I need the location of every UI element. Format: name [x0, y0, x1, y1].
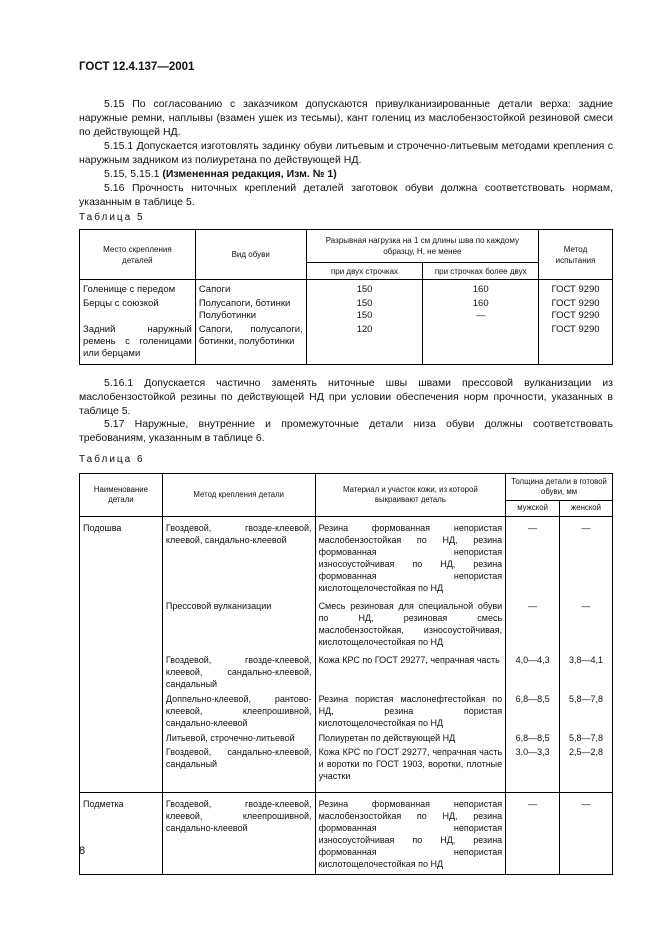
- t6-cell-method: Гвоздевой, гвоздe-клеевой, клеевой, клеепрошивной, сандально-клеевой: [162, 793, 315, 875]
- table-row: [80, 729, 613, 744]
- t5-header-type: Вид обуви: [195, 230, 306, 280]
- t5-header-more: при строчках более двух: [423, 263, 539, 280]
- t6-cell-women: 2,5—2,8: [560, 744, 613, 793]
- paragraph-5-16-1: [79, 376, 613, 418]
- table6-caption: Таблица 6: [79, 454, 145, 465]
- t6-header-method: Метод крепления детали: [162, 474, 315, 517]
- t5-cell-two: 150 150: [306, 296, 423, 322]
- table-row: [80, 322, 613, 365]
- t6-header-name: Наименование детали: [80, 474, 163, 517]
- t6-cell-name: [80, 690, 163, 729]
- paragraph-5-15-text: 5.15 По согласованию с заказчиком допускаются привулканизированные детали верха: задние наружные ремни, наплывы (взамен ушек из тесьмы), кант голениц из маслобензостойкой резиновой смеси по действующей НД.: [79, 98, 613, 138]
- t5-cell-type: Сапоги: [195, 280, 306, 297]
- t6-cell-women: 5,8—7,8: [560, 690, 613, 729]
- t6-cell-material: Резина формованная непористая маслобензостойкая по НД, резина формованная непористая износоустойчивая по НД, резина формованная непористая кислотощелочестойкая по НД: [315, 517, 506, 595]
- t5-cell-type: Сапоги, полусапоги, ботинки, полуботинки: [195, 322, 306, 365]
- t6-cell-women: —: [560, 793, 613, 875]
- t6-cell-men: 6,8—8,5: [506, 729, 560, 744]
- t6-cell-women: 3,8—4,1: [560, 648, 613, 690]
- t5-cell-method: ГОСТ 9290: [539, 322, 613, 365]
- t6-header-material: Материал и участок кожи, из которой выкраивают деталь: [315, 474, 506, 517]
- t6-header-thickness: Толщина детали в готовой обуви, мм: [506, 474, 613, 501]
- t5-header-load: Разрывная нагрузка на 1 см длины шва по каждому образцу, Н, не менее: [306, 230, 538, 263]
- paragraph-5-15-1-text: 5.15.1 Допускается изготовлять задинку обуви литьевым и строчечно-литьевым методами крепления с наружным задником из полиуретана по действующей НД.: [79, 140, 613, 166]
- t5-cell-two: 150: [306, 280, 423, 297]
- t6-cell-women: —: [560, 594, 613, 648]
- change-note-bold: (Измененная редакция, Изм. № 1): [162, 168, 337, 180]
- paragraph-5-16-1-text: 5.16.1 Допускается частично заменять ниточные швы швами прессовой вулканизации из маслобензостойкой резины по действующей НД при условии обеспечения норм прочности, указанных в таблице 5.: [79, 377, 613, 417]
- t6-cell-name: [80, 744, 163, 793]
- page-number: 8: [79, 845, 86, 857]
- standard-header: ГОСТ 12.4.137—2001: [79, 61, 195, 73]
- t6-cell-method: Гвоздевой, сандально-клеевой, сандальный: [162, 744, 315, 793]
- table-row: [80, 280, 613, 297]
- t5-cell-place: Задний наружный ремень с голеницами или берцами: [80, 322, 196, 365]
- table5-caption: Таблица 5: [79, 212, 145, 223]
- t5-cell-method: ГОСТ 9290: [539, 280, 613, 297]
- paragraph-5-17: [79, 417, 613, 445]
- table-row: [80, 744, 613, 793]
- t6-cell-women: 5,8—7,8: [560, 729, 613, 744]
- t6-cell-material: Полиуретан по действующей НД: [315, 729, 506, 744]
- t6-cell-material: Кожа КРС по ГОСТ 29277, чепрачная часть и воротки по ГОСТ 1903, воротки, плотные участки: [315, 744, 506, 793]
- t6-cell-men: 3,0—3,3: [506, 744, 560, 793]
- t6-cell-material: Смесь резиновая для специальной обуви по НД, резиновая смесь маслобензостойкая, износоустойчивая, кислотощелочестойкая по НД: [315, 594, 506, 648]
- t5-header-method: Метод испытания: [539, 230, 613, 280]
- t6-cell-method: Гвоздевой, гвоздe-клеевой, клеевой, сандально-клеевой: [162, 517, 315, 595]
- table-row: [80, 517, 613, 595]
- t6-header-women: женской: [560, 501, 613, 517]
- t5-cell-type: Полусапоги, ботинки Полуботинки: [195, 296, 306, 322]
- t5-header-two: при двух строчках: [306, 263, 423, 280]
- table-row: [80, 690, 613, 729]
- t6-cell-method: Гвоздевой, гвоздe-клеевой, клеевой, сандально-клеевой, сандальный: [162, 648, 315, 690]
- table-5: [79, 229, 613, 365]
- paragraph-5-16-text: 5.16 Прочность ниточных креплений деталей заготовок обуви должна соответствовать нормам, указанным в таблице 5.: [79, 182, 613, 208]
- t6-cell-men: 6,8—8,5: [506, 690, 560, 729]
- t5-cell-method: ГОСТ 9290 ГОСТ 9290: [539, 296, 613, 322]
- paragraph-5-16: [79, 181, 613, 209]
- t6-cell-men: —: [506, 594, 560, 648]
- t6-cell-material: Резина формованная непористая маслобензостойкая по НД, резина формованная непористая износоустойчивая по НД, резина формованная непористая кислотощелочестойкая по НД: [315, 793, 506, 875]
- t6-cell-name: Подметка: [80, 793, 163, 875]
- t6-cell-men: 4,0—4,3: [506, 648, 560, 690]
- t6-cell-women: —: [560, 517, 613, 595]
- t6-cell-name: [80, 729, 163, 744]
- table-6: [79, 473, 613, 875]
- table-row: [80, 648, 613, 690]
- paragraph-5-15-1: [79, 139, 613, 167]
- t5-cell-more: [423, 322, 539, 365]
- paragraph-5-17-text: 5.17 Наружные, внутренние и промежуточные детали низа обуви должны соответствовать требованиям, указанным в таблице 6.: [79, 418, 613, 444]
- change-note-prefix: 5.15, 5.15.1: [104, 168, 160, 180]
- t6-cell-method: Прессовой вулканизации: [162, 594, 315, 648]
- t6-cell-name: [80, 648, 163, 690]
- t6-cell-material: Резина пористая маслонефтестойкая по НД, резина пористая кислотощелочестойкая по НД: [315, 690, 506, 729]
- t6-cell-method: Доппельно-клеевой, рантово-клеевой, клеепрошивной, сандально-клеевой: [162, 690, 315, 729]
- table-row: [80, 594, 613, 648]
- t6-cell-method: Литьевой, строчечно-литьевой: [162, 729, 315, 744]
- t5-cell-place: Берцы с союзкой: [80, 296, 196, 322]
- t5-cell-more: 160 —: [423, 296, 539, 322]
- paragraph-change-note: [79, 167, 613, 181]
- t6-cell-name: [80, 594, 163, 648]
- t6-header-men: мужской: [506, 501, 560, 517]
- t5-cell-two: 120: [306, 322, 423, 365]
- t6-cell-material: Кожа КРС по ГОСТ 29277, чепрачная часть: [315, 648, 506, 690]
- table-row: [80, 296, 613, 322]
- t6-cell-name: Подошва: [80, 517, 163, 595]
- t5-header-place: Место скрепления деталей: [80, 230, 196, 280]
- t5-cell-place: Голенище с передом: [80, 280, 196, 297]
- t6-cell-men: —: [506, 793, 560, 875]
- table-row: [80, 793, 613, 875]
- paragraph-5-15: [79, 97, 613, 139]
- t5-cell-more: 160: [423, 280, 539, 297]
- t6-cell-men: —: [506, 517, 560, 595]
